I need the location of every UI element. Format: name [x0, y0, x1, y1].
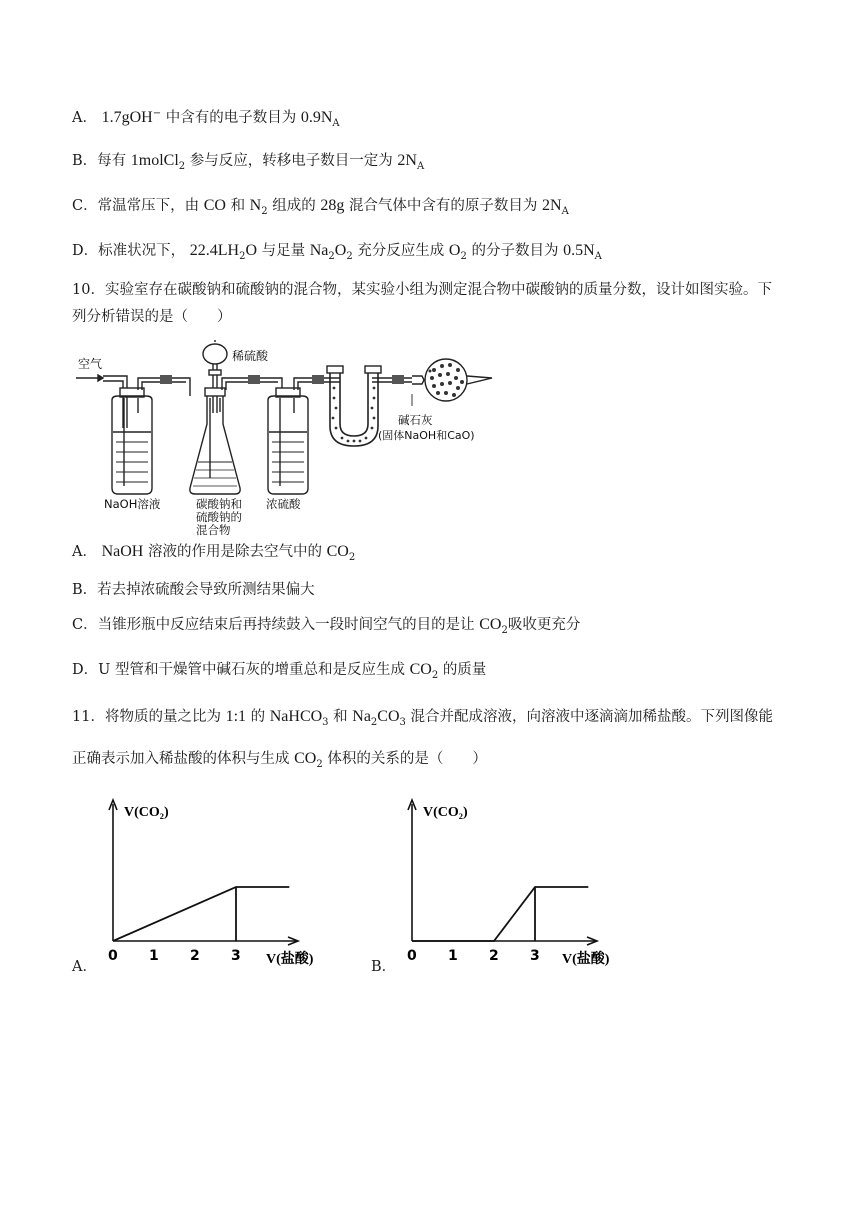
q9-option-b: B．每有 1molCl$_2$ 参与反应，转移电子数目一定为 $2N_A$ [72, 152, 425, 172]
mixture-label-3: 混合物 [196, 523, 231, 537]
x-tick-label: 1 [448, 948, 458, 964]
option-letter: D． [72, 243, 99, 259]
x-tick-label: 2 [190, 948, 200, 964]
x-tick-label: 3 [530, 948, 540, 964]
q9-option-d: D．标准状况下， $22.4LH_2O$ 与足量 $Na_2O_2$ 充分反应生成 $O_2$ 的分子数目为 $0.5N_A$ [72, 242, 602, 262]
option-letter: A． [72, 110, 97, 126]
q9-option-c: C．常温常压下，由 CO 和 $N_2$ 组成的 28g 混合气体中含有的原子数目为 $2N_A$ [72, 197, 569, 217]
option-letter: B． [72, 153, 98, 169]
soda-lime-composition: (固体NaOH和CaO) [378, 429, 475, 442]
q10-option-d: D．U 型管和干燥管中碱石灰的增重总和是反应生成 $CO_2$ 的质量 [72, 661, 487, 681]
q10-stem-line2: 列分析错误的是（ ） [72, 309, 232, 325]
conc-acid-label: 浓硫酸 [266, 497, 301, 511]
option-letter: C． [72, 198, 98, 214]
q11-option-b-letter: B． [371, 959, 397, 975]
x-tick-label: 1 [149, 948, 159, 964]
air-label: 空气 [78, 357, 103, 371]
x-axis-label: V(盐酸) [266, 952, 314, 967]
mixture-label-1: 碳酸钠和 [196, 497, 242, 511]
q10-option-c: C．当锥形瓶中反应结束后再持续鼓入一段时间空气的目的是让 $CO_2$吸收更充分 [72, 616, 581, 636]
q9-option-a: A． 1.7gOH− 中含有的电子数目为 $0.9N_A$ [72, 108, 340, 129]
co2-volume-line [113, 887, 289, 941]
q11-stem-line2: 正确表示加入稀盐酸的体积与生成 $CO_2$ 体积的关系的是（ ） [72, 750, 487, 770]
mixture-label-2: 硫酸钠的 [196, 510, 242, 524]
q10-option-a: A． NaOH 溶液的作用是除去空气中的 $CO_2$ [72, 543, 356, 563]
x-tick-label: 2 [489, 948, 499, 964]
dilute-acid-label: 稀硫酸 [232, 349, 269, 363]
q10-stem-line1: 10．实验室存在碳酸钠和硫酸钠的混合物，某实验小组为测定混合物中碳酸钠的质量分数，设计如图实验。下 [72, 282, 772, 298]
q11-option-a-letter: A． [72, 959, 97, 975]
y-axis-label: V(CO₂) [423, 805, 468, 820]
graph-a [98, 796, 318, 980]
x-tick-label: 3 [231, 948, 241, 964]
naoh-solution-label: NaOH溶液 [104, 497, 161, 511]
option-letter: B． [72, 582, 98, 598]
co2-volume-line [412, 887, 588, 941]
graph-b [397, 796, 617, 980]
option-letter: D． [72, 662, 99, 678]
apparatus-diagram [72, 338, 512, 537]
soda-lime-label: 碱石灰 [398, 413, 433, 427]
q10-option-b: B．若去掉浓硫酸会导致所测结果偏大 [72, 582, 315, 598]
x-tick-label: 0 [108, 948, 118, 964]
option-letter: C． [72, 617, 98, 633]
x-tick-label: 0 [407, 948, 417, 964]
q11-stem-line1: 11．将物质的量之比为 1:1 的 NaHCO$_3$ 和 $Na_2CO_3$ 混合并配成溶液，向溶液中逐滴滴加稀盐酸。下列图像能 [72, 708, 774, 728]
option-letter: A． [72, 544, 97, 560]
y-axis-label: V(CO₂) [124, 805, 169, 820]
x-axis-label: V(盐酸) [562, 952, 610, 967]
